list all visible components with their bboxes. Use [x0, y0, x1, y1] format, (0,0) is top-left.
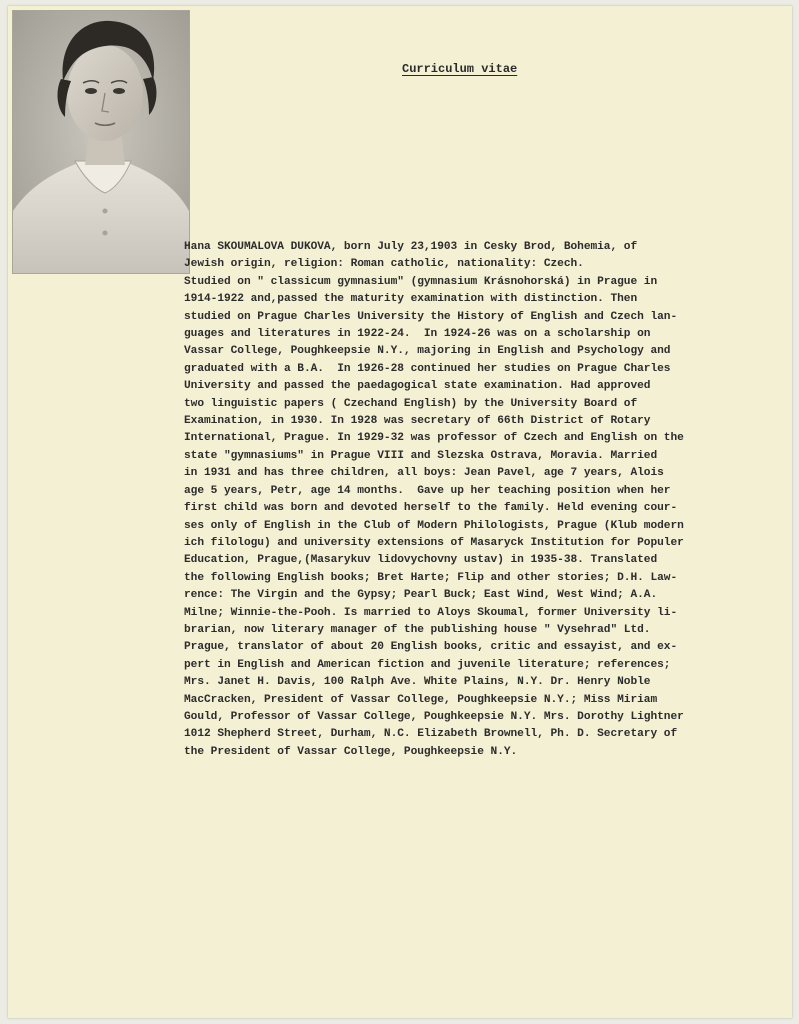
text-line: studied on Prague Charles University the History of English and Czech lan- [184, 310, 678, 323]
text-line: Prague, translator of about 20 English books, critic and essayist, and ex- [184, 641, 678, 654]
text-line: International, Prague. In 1929-32 was professor of Czech and English on the [184, 432, 684, 445]
text-line: Studied on " classicum gymnasium" (gymnasium Krásnohorská) in Prague in [184, 275, 658, 288]
text-line: ses only of English in the Club of Modern Philologists, Prague (Klub modern [184, 519, 684, 532]
text-line: Milne; Winnie-the-Pooh. Is married to Aloys Skoumal, former University li- [184, 606, 678, 619]
text-line: Gould, Professor of Vassar College, Poughkeepsie N.Y. Mrs. Dorothy Lightner [184, 710, 684, 723]
text-line: ich filologu) and university extensions of Masaryck Institution for Populer [184, 536, 684, 549]
document-page [8, 6, 792, 1018]
text-line: pert in English and American fiction and juvenile literature; references; [184, 658, 671, 671]
text-line: Vassar College, Poughkeepsie N.Y., majoring in English and Psychology and [184, 345, 671, 358]
portrait-image [13, 11, 189, 273]
text-line: rence: The Virgin and the Gypsy; Pearl Buck; East Wind, West Wind; A.A. [184, 589, 658, 602]
text-line: brarian, now literary manager of the publishing house " Vysehrad" Ltd. [184, 623, 651, 636]
text-line: University and passed the paedagogical state examination. Had approved [184, 380, 651, 393]
text-line: the following English books; Bret Harte; Flip and other stories; D.H. Law- [184, 571, 678, 584]
text-line: Hana SKOUMALOVA DUKOVA, born July 23,1903 in Cesky Brod, Bohemia, of [184, 241, 638, 253]
text-line: Education, Prague,(Masarykuv lidovychovny ustav) in 1935-38. Translated [184, 554, 658, 567]
text-line: MacCracken, President of Vassar College, Poughkeepsie N.Y.; Miss Miriam [184, 693, 658, 706]
cv-body-text [184, 239, 784, 761]
text-line: graduated with a B.A. In 1926-28 continued her studies on Prague Charles [184, 362, 671, 375]
text-line: Mrs. Janet H. Davis, 100 Ralph Ave. White Plains, N.Y. Dr. Henry Noble [184, 676, 651, 689]
text-line: the President of Vassar College, Poughkeepsie N.Y. [184, 745, 518, 758]
text-line: age 5 years, Petr, age 14 months. Gave up her teaching position when her [184, 484, 671, 497]
document-title: Curriculum vitae [402, 62, 518, 76]
text-line: state "gymnasiums" in Prague VIII and Slezska Ostrava, Moravia. Married [184, 449, 658, 462]
text-line: Examination, in 1930. In 1928 was secretary of 66th District of Rotary [184, 415, 651, 428]
text-line: first child was born and devoted herself to the family. Held evening cour- [184, 502, 678, 515]
text-line: in 1931 and has three children, all boys: Jean Pavel, age 7 years, Alois [184, 467, 664, 480]
text-line: 1012 Shepherd Street, Durham, N.C. Elizabeth Brownell, Ph. D. Secretary of [184, 728, 678, 741]
text-line: two linguistic papers ( Czechand English) by the University Board of [184, 397, 638, 410]
portrait-photo [12, 10, 190, 274]
text-line: 1914-1922 and,passed the maturity examination with distinction. Then [184, 293, 638, 306]
text-line: Jewish origin, religion: Roman catholic, nationality: Czech. [184, 258, 584, 271]
text-line: guages and literatures in 1922-24. In 1924-26 was on a scholarship on [184, 328, 651, 341]
